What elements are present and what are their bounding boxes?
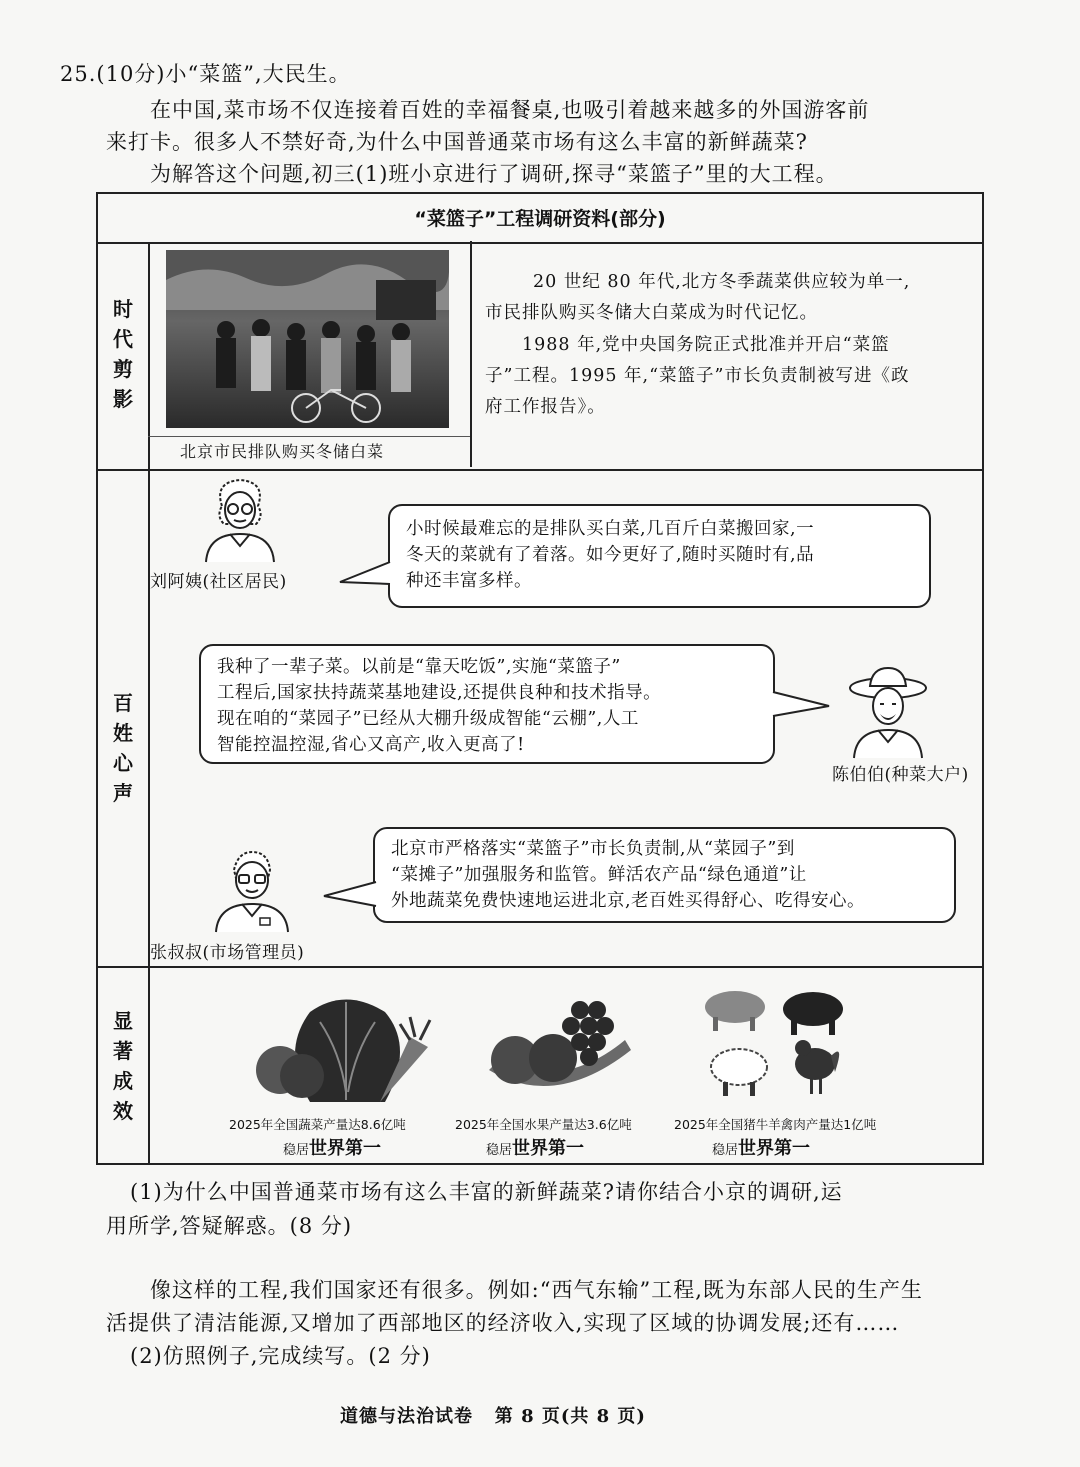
veg-output-caption: 2025年全国蔬菜产量达8.6亿吨 <box>229 1117 406 1132</box>
manager-speech-bubble: 北京市严格落实“菜篮子”市长负责制,从“菜园子”到 “菜摊子”加强服务和监管。鲜活农产品“绿色通道”让 外地蔬菜免费快速地运进北京,老百姓买得舒心、吃得安心。 <box>373 827 956 923</box>
example-line-1: 像这样的工程,我们国家还有很多。例如:“西气东输”工程,既为东部人民的生产生 <box>150 1278 923 1302</box>
page-footer: 道德与法治试卷 第 8 页(共 8 页) <box>340 1406 646 1427</box>
era-text-2: 市民排队购买冬储大白菜成为时代记忆。 <box>485 303 818 323</box>
livestock-icon <box>695 982 855 1107</box>
manager-role: 张叔叔(市场管理员) <box>150 943 305 963</box>
subquestion-1-line-1: (1)为什么中国普通菜市场有这么丰富的新鲜蔬菜?请你结合小京的调研,运 <box>130 1180 843 1204</box>
meat-output-caption: 2025年全国猪牛羊禽肉产量达1亿吨 <box>674 1117 877 1132</box>
resident-speech-bubble: 小时候最难忘的是排队买白菜,几百斤白菜搬回家,一 冬天的菜就有了着落。如今更好了,随时买随时有,品 种还丰富多样。 <box>388 504 931 608</box>
manager-bubble-tail <box>322 880 378 910</box>
subquestion-2-prompt: (2)仿照例子,完成续写。(2 分) <box>130 1344 431 1368</box>
meat-rank-caption: 稳居世界第一 <box>712 1138 811 1159</box>
photo-caption: 北京市民排队购买冬储白菜 <box>180 442 385 461</box>
row-label-results: 显 著 成 效 <box>113 1009 133 1123</box>
queue-photo <box>166 250 449 428</box>
vegetables-icon <box>250 992 440 1107</box>
row-label-voices: 百 姓 心 声 <box>113 691 133 805</box>
row-label-era: 时 代 剪 影 <box>113 297 133 411</box>
table-title: “菜篮子”工程调研资料(部分) <box>414 208 666 230</box>
farmer-bubble-tail <box>771 690 833 722</box>
fruits-icon <box>485 990 635 1105</box>
era-text-4: 子”工程。1995 年,“菜篮子”市长负责制被写进《政 <box>485 366 910 386</box>
era-text-5: 府工作报告》。 <box>485 397 606 417</box>
intro-line-2: 来打卡。很多人不禁好奇,为什么中国普通菜市场有这么丰富的新鲜蔬菜? <box>106 130 808 154</box>
intro-line-1: 在中国,菜市场不仅连接着百姓的幸福餐桌,也吸引着越来越多的外国游客前 <box>150 98 870 122</box>
farmer-speech-bubble: 我种了一辈子菜。以前是“靠天吃饭”,实施“菜篮子” 工程后,国家扶持蔬菜基地建设,还提供良种和技术指导。 现在咱的“菜园子”已经从大棚升级成智能“云棚”,人工 智能控温控湿,省心又高产,收入更高了! <box>199 644 775 764</box>
question-header: 25.(10分)小“菜篮”,大民生。 <box>60 62 351 86</box>
farmer-avatar-icon <box>846 662 930 760</box>
farmer-role: 陈伯伯(种菜大户) <box>832 765 969 785</box>
intro-line-3: 为解答这个问题,初三(1)班小京进行了调研,探寻“菜篮子”里的大工程。 <box>150 162 838 186</box>
era-text-1: 20 世纪 80 年代,北方冬季蔬菜供应较为单一, <box>533 272 911 292</box>
resident-bubble-tail <box>338 560 392 590</box>
fruit-rank-caption: 稳居世界第一 <box>486 1138 585 1159</box>
fruit-output-caption: 2025年全国水果产量达3.6亿吨 <box>455 1117 632 1132</box>
era-text-3: 1988 年,党中央国务院正式批准并开启“菜篮 <box>522 335 890 355</box>
resident-role: 刘阿姨(社区居民) <box>150 572 287 592</box>
subquestion-1-line-2: 用所学,答疑解惑。(8 分) <box>106 1214 353 1238</box>
veg-rank-caption: 稳居世界第一 <box>283 1138 382 1159</box>
resident-avatar-icon <box>200 472 280 564</box>
example-line-2: 活提供了清洁能源,又增加了西部地区的经济收入,实现了区域的协调发展;还有…… <box>106 1311 900 1335</box>
manager-avatar-icon <box>210 848 292 934</box>
